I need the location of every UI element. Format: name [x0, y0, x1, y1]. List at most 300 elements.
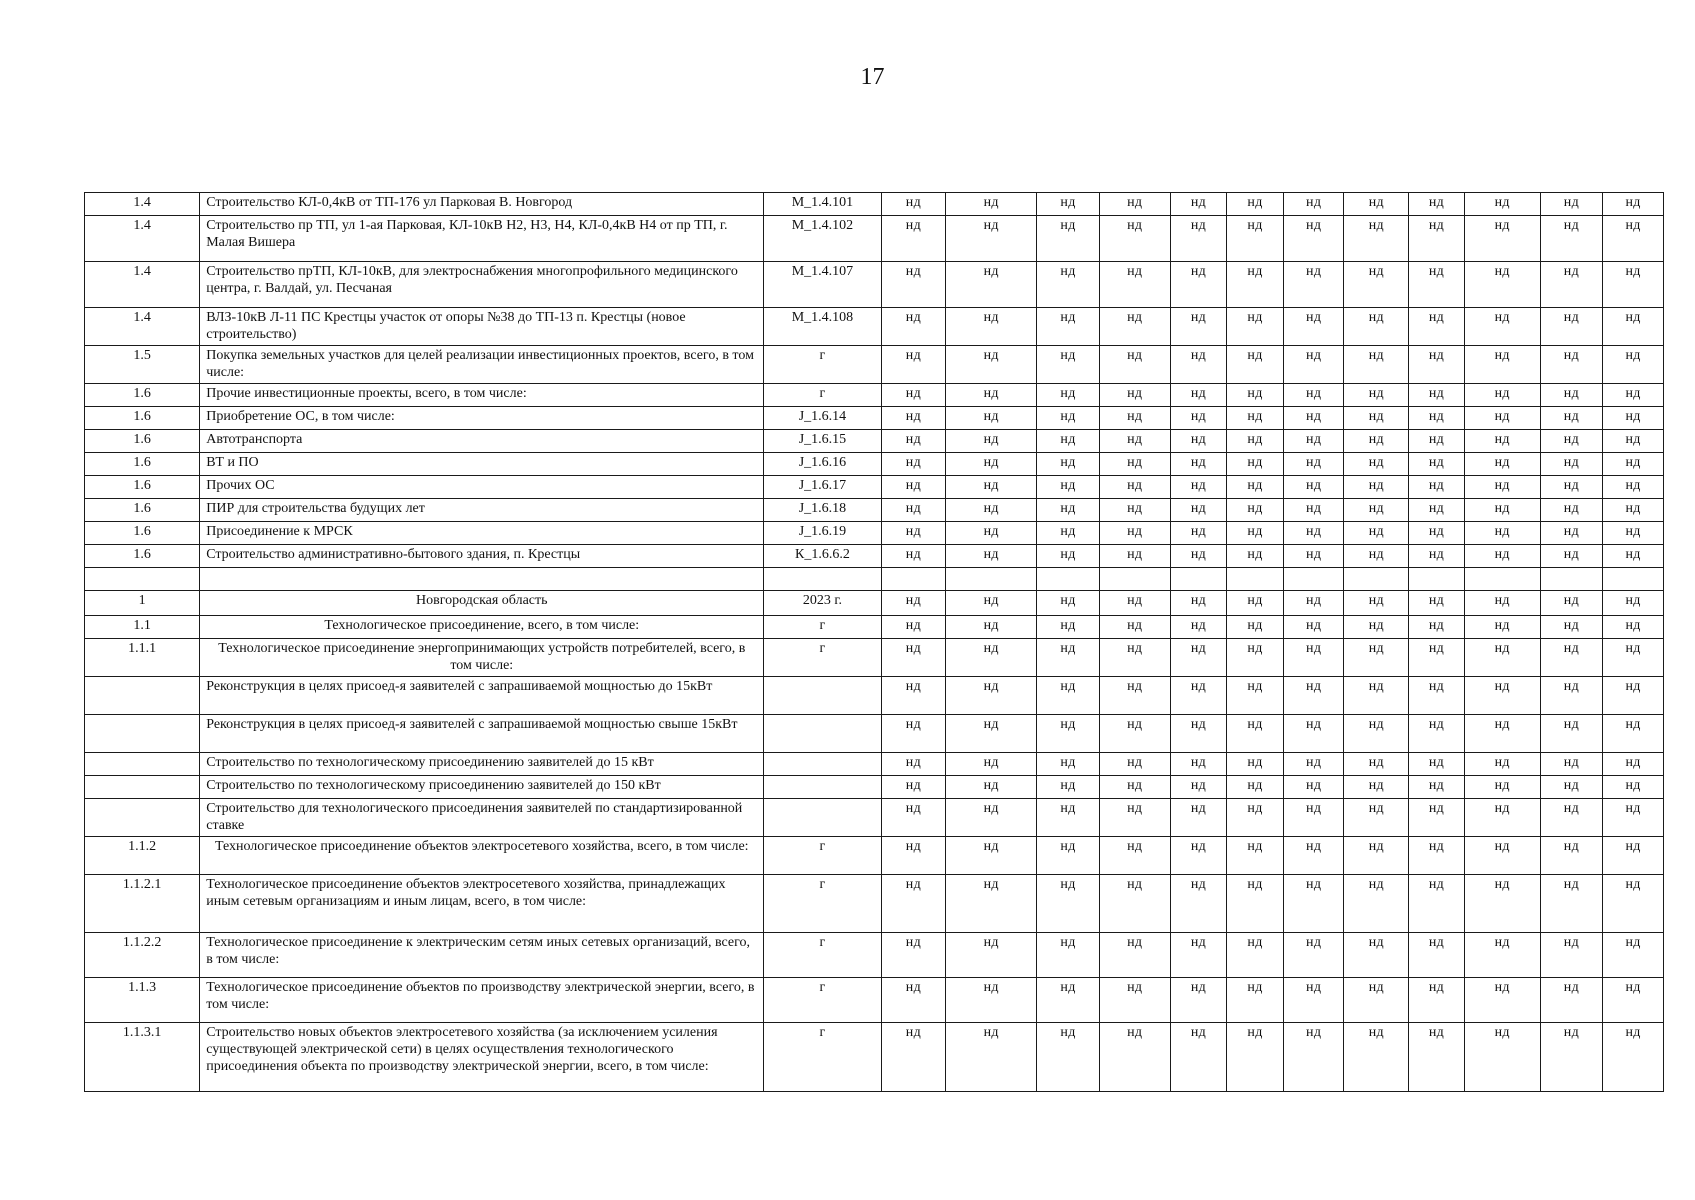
value-cell: нд — [1603, 407, 1664, 430]
value-cell: нд — [1344, 193, 1409, 216]
project-name: ВЛЗ-10кВ Л-11 ПС Крестцы участок от опоры №38 до ТП-13 п. Крестцы (новое строительство) — [200, 308, 764, 346]
value-cell: нд — [881, 776, 946, 799]
value-cell: нд — [1344, 1023, 1409, 1092]
value-cell: нд — [1283, 1023, 1344, 1092]
project-code: М_1.4.102 — [764, 216, 881, 262]
value-cell: нд — [1603, 639, 1664, 677]
value-cell: нд — [1603, 308, 1664, 346]
value-cell: нд — [1283, 715, 1344, 753]
value-cell: нд — [1464, 216, 1540, 262]
value-cell: нд — [1037, 776, 1100, 799]
value-cell: нд — [1037, 545, 1100, 568]
row-number — [85, 753, 200, 776]
value-cell: нд — [1099, 193, 1170, 216]
value-cell: нд — [1227, 639, 1284, 677]
value-cell: нд — [881, 453, 946, 476]
value-cell: нд — [1283, 407, 1344, 430]
value-cell: нд — [1409, 384, 1465, 407]
value-cell: нд — [1037, 216, 1100, 262]
value-cell: нд — [1170, 545, 1227, 568]
value-cell: нд — [1409, 545, 1465, 568]
value-cell: нд — [881, 262, 946, 308]
value-cell: нд — [1037, 591, 1100, 616]
value-cell: нд — [1170, 837, 1227, 875]
value-cell: нд — [1037, 308, 1100, 346]
value-cell: нд — [1283, 453, 1344, 476]
value-cell: нд — [1037, 384, 1100, 407]
value-cell: нд — [1344, 753, 1409, 776]
value-cell: нд — [946, 776, 1037, 799]
row-number: 1.6 — [85, 453, 200, 476]
value-cell: нд — [1409, 715, 1465, 753]
value-cell: нд — [946, 430, 1037, 453]
value-cell: нд — [1464, 715, 1540, 753]
value-cell: нд — [946, 476, 1037, 499]
project-code — [764, 568, 881, 591]
page-number: 17 — [860, 64, 885, 90]
value-cell: нд — [946, 346, 1037, 384]
value-cell: нд — [1099, 430, 1170, 453]
value-cell: нд — [881, 499, 946, 522]
value-cell: нд — [1344, 216, 1409, 262]
value-cell: нд — [1464, 776, 1540, 799]
value-cell: нд — [946, 715, 1037, 753]
value-cell: нд — [946, 216, 1037, 262]
value-cell: нд — [1409, 978, 1465, 1023]
project-code: J_1.6.14 — [764, 407, 881, 430]
value-cell: нд — [946, 799, 1037, 837]
value-cell: нд — [1464, 616, 1540, 639]
value-cell: нд — [881, 407, 946, 430]
value-cell: нд — [946, 384, 1037, 407]
value-cell: нд — [1283, 753, 1344, 776]
value-cell: нд — [881, 978, 946, 1023]
value-cell: нд — [1283, 476, 1344, 499]
value-cell: нд — [1227, 753, 1284, 776]
value-cell: нд — [1344, 407, 1409, 430]
value-cell: нд — [1603, 346, 1664, 384]
value-cell: нд — [1409, 430, 1465, 453]
value-cell: нд — [1409, 216, 1465, 262]
value-cell: нд — [1170, 776, 1227, 799]
table-row — [85, 591, 1664, 616]
value-cell: нд — [1409, 677, 1465, 715]
value-cell: нд — [1344, 639, 1409, 677]
value-cell: нд — [1464, 453, 1540, 476]
table-row — [85, 193, 1664, 216]
value-cell: нд — [1540, 384, 1603, 407]
value-cell: нд — [1283, 216, 1344, 262]
value-cell — [1227, 568, 1284, 591]
value-cell: нд — [1227, 384, 1284, 407]
value-cell: нд — [946, 522, 1037, 545]
project-name: Технологическое присоединение объектов по производству электрической энергии, всего, в том числе: — [200, 978, 764, 1023]
value-cell: нд — [1603, 753, 1664, 776]
value-cell: нд — [1409, 799, 1465, 837]
project-name: Технологическое присоединение, всего, в том числе: — [200, 616, 764, 639]
value-cell: нд — [1099, 837, 1170, 875]
value-cell: нд — [946, 407, 1037, 430]
value-cell: нд — [1099, 522, 1170, 545]
value-cell: нд — [1283, 430, 1344, 453]
value-cell: нд — [1344, 499, 1409, 522]
value-cell: нд — [1037, 677, 1100, 715]
value-cell: нд — [881, 753, 946, 776]
value-cell: нд — [1540, 453, 1603, 476]
value-cell: нд — [881, 799, 946, 837]
value-cell: нд — [1227, 499, 1284, 522]
value-cell: нд — [1344, 933, 1409, 978]
project-name: Строительство пр ТП, ул 1-ая Парковая, КЛ-10кВ Н2, Н3, Н4, КЛ-0,4кВ Н4 от пр ТП, г. Малая Вишера — [200, 216, 764, 262]
value-cell — [1037, 568, 1100, 591]
value-cell: нд — [1540, 262, 1603, 308]
value-cell: нд — [1170, 346, 1227, 384]
value-cell: нд — [1603, 545, 1664, 568]
value-cell: нд — [946, 753, 1037, 776]
project-name: Строительство по технологическому присоединению заявителей до 15 кВт — [200, 753, 764, 776]
value-cell: нд — [1540, 476, 1603, 499]
value-cell: нд — [1037, 715, 1100, 753]
project-code: J_1.6.18 — [764, 499, 881, 522]
value-cell: нд — [1344, 430, 1409, 453]
value-cell: нд — [946, 1023, 1037, 1092]
value-cell: нд — [1283, 193, 1344, 216]
value-cell: нд — [881, 346, 946, 384]
value-cell: нд — [881, 476, 946, 499]
value-cell: нд — [1170, 677, 1227, 715]
table-row — [85, 453, 1664, 476]
value-cell: нд — [1283, 933, 1344, 978]
value-cell: нд — [1227, 616, 1284, 639]
value-cell: нд — [1464, 193, 1540, 216]
value-cell: нд — [1099, 875, 1170, 933]
value-cell: нд — [1603, 1023, 1664, 1092]
project-code: J_1.6.15 — [764, 430, 881, 453]
value-cell: нд — [1227, 776, 1284, 799]
project-code: J_1.6.17 — [764, 476, 881, 499]
investment-table — [84, 192, 1664, 1092]
table-row — [85, 978, 1664, 1023]
value-cell: нд — [1540, 875, 1603, 933]
value-cell: нд — [1540, 677, 1603, 715]
value-cell: нд — [1170, 407, 1227, 430]
value-cell: нд — [881, 522, 946, 545]
value-cell: нд — [1170, 453, 1227, 476]
row-number: 1.6 — [85, 522, 200, 545]
value-cell: нд — [946, 616, 1037, 639]
value-cell: нд — [1464, 430, 1540, 453]
value-cell: нд — [1464, 837, 1540, 875]
value-cell: нд — [1540, 545, 1603, 568]
value-cell: нд — [881, 875, 946, 933]
project-code: г — [764, 616, 881, 639]
project-name: Новгородская область — [200, 591, 764, 616]
value-cell: нд — [1603, 715, 1664, 753]
value-cell: нд — [1540, 193, 1603, 216]
value-cell: нд — [1464, 591, 1540, 616]
value-cell: нд — [946, 591, 1037, 616]
value-cell: нд — [1603, 522, 1664, 545]
value-cell: нд — [1540, 216, 1603, 262]
value-cell: нд — [881, 616, 946, 639]
value-cell: нд — [1283, 384, 1344, 407]
value-cell: нд — [1283, 639, 1344, 677]
project-code: г — [764, 933, 881, 978]
table-row — [85, 545, 1664, 568]
value-cell: нд — [1540, 591, 1603, 616]
value-cell: нд — [1603, 453, 1664, 476]
row-number: 1.1.2.2 — [85, 933, 200, 978]
value-cell: нд — [1540, 430, 1603, 453]
project-name: Прочих ОС — [200, 476, 764, 499]
value-cell: нд — [1344, 262, 1409, 308]
table-row — [85, 639, 1664, 677]
value-cell — [1344, 568, 1409, 591]
value-cell: нд — [881, 677, 946, 715]
value-cell: нд — [1227, 799, 1284, 837]
value-cell: нд — [1464, 639, 1540, 677]
value-cell: нд — [1409, 522, 1465, 545]
value-cell: нд — [1170, 1023, 1227, 1092]
value-cell: нд — [1170, 499, 1227, 522]
table-row — [85, 216, 1664, 262]
value-cell: нд — [1170, 193, 1227, 216]
value-cell: нд — [1283, 522, 1344, 545]
value-cell: нд — [1099, 616, 1170, 639]
value-cell: нд — [1344, 715, 1409, 753]
value-cell: нд — [1344, 875, 1409, 933]
project-name: Строительство новых объектов электросетевого хозяйства (за исключением усиления существующей электрической сети) в целях осуществления технологического присоединения объекта по производству электрической энергии, всего, в том числе: — [200, 1023, 764, 1092]
value-cell: нд — [1170, 875, 1227, 933]
project-name: Строительство для технологического присоединения заявителей по стандартизированной ставке — [200, 799, 764, 837]
value-cell: нд — [1227, 407, 1284, 430]
value-cell: нд — [1227, 715, 1284, 753]
value-cell: нд — [1099, 639, 1170, 677]
value-cell — [1283, 568, 1344, 591]
value-cell: нд — [1409, 193, 1465, 216]
value-cell: нд — [1464, 499, 1540, 522]
table-row — [85, 308, 1664, 346]
value-cell: нд — [1099, 799, 1170, 837]
value-cell: нд — [1464, 978, 1540, 1023]
value-cell: нд — [1603, 262, 1664, 308]
value-cell: нд — [1603, 591, 1664, 616]
project-name: Технологическое присоединение к электрическим сетям иных сетевых организаций, всего, в том числе: — [200, 933, 764, 978]
value-cell: нд — [1409, 346, 1465, 384]
value-cell: нд — [946, 875, 1037, 933]
value-cell: нд — [1227, 875, 1284, 933]
value-cell: нд — [946, 499, 1037, 522]
row-number: 1.5 — [85, 346, 200, 384]
value-cell: нд — [1037, 837, 1100, 875]
value-cell: нд — [1227, 591, 1284, 616]
row-number — [85, 677, 200, 715]
value-cell: нд — [946, 837, 1037, 875]
value-cell: нд — [1283, 677, 1344, 715]
value-cell: нд — [1170, 978, 1227, 1023]
value-cell: нд — [1037, 978, 1100, 1023]
value-cell: нд — [1170, 591, 1227, 616]
value-cell: нд — [881, 1023, 946, 1092]
value-cell: нд — [881, 639, 946, 677]
value-cell: нд — [946, 453, 1037, 476]
table-row — [85, 875, 1664, 933]
row-number — [85, 799, 200, 837]
value-cell: нд — [1409, 875, 1465, 933]
project-name: Реконструкция в целях присоед-я заявителей с запрашиваемой мощностью свыше 15кВт — [200, 715, 764, 753]
value-cell: нд — [1099, 407, 1170, 430]
project-code: г — [764, 875, 881, 933]
value-cell: нд — [1603, 216, 1664, 262]
value-cell: нд — [1037, 639, 1100, 677]
value-cell: нд — [1464, 1023, 1540, 1092]
value-cell: нд — [1283, 776, 1344, 799]
value-cell: нд — [1344, 616, 1409, 639]
value-cell: нд — [1037, 1023, 1100, 1092]
value-cell: нд — [1099, 216, 1170, 262]
value-cell: нд — [1227, 837, 1284, 875]
row-number — [85, 568, 200, 591]
table-row — [85, 346, 1664, 384]
value-cell — [1170, 568, 1227, 591]
row-number: 1.6 — [85, 499, 200, 522]
value-cell: нд — [946, 193, 1037, 216]
value-cell: нд — [1170, 753, 1227, 776]
project-name: Технологическое присоединение объектов электросетевого хозяйства, принадлежащих иным сетевым организациям и иным лицам, всего, в том числе: — [200, 875, 764, 933]
value-cell: нд — [1037, 616, 1100, 639]
row-number — [85, 715, 200, 753]
row-number: 1.4 — [85, 216, 200, 262]
value-cell: нд — [1037, 262, 1100, 308]
value-cell: нд — [1227, 346, 1284, 384]
project-code: М_1.4.108 — [764, 308, 881, 346]
value-cell: нд — [1540, 639, 1603, 677]
value-cell: нд — [881, 193, 946, 216]
value-cell: нд — [1037, 476, 1100, 499]
value-cell: нд — [1409, 1023, 1465, 1092]
value-cell: нд — [946, 639, 1037, 677]
table-row — [85, 715, 1664, 753]
value-cell: нд — [1227, 476, 1284, 499]
value-cell: нд — [1409, 591, 1465, 616]
value-cell: нд — [1283, 616, 1344, 639]
project-code: г — [764, 978, 881, 1023]
table-row — [85, 837, 1664, 875]
value-cell: нд — [1409, 453, 1465, 476]
value-cell: нд — [1227, 1023, 1284, 1092]
row-number: 1.6 — [85, 476, 200, 499]
value-cell: нд — [1464, 476, 1540, 499]
value-cell: нд — [1344, 453, 1409, 476]
value-cell: нд — [1603, 776, 1664, 799]
value-cell: нд — [1603, 875, 1664, 933]
value-cell: нд — [1283, 799, 1344, 837]
project-code — [764, 799, 881, 837]
value-cell: нд — [1603, 499, 1664, 522]
value-cell: нд — [881, 837, 946, 875]
table-row — [85, 753, 1664, 776]
value-cell: нд — [1037, 346, 1100, 384]
project-name: ВТ и ПО — [200, 453, 764, 476]
value-cell: нд — [1540, 499, 1603, 522]
value-cell: нд — [1037, 430, 1100, 453]
value-cell: нд — [1540, 753, 1603, 776]
table-row — [85, 407, 1664, 430]
value-cell: нд — [1099, 1023, 1170, 1092]
value-cell: нд — [1464, 522, 1540, 545]
value-cell: нд — [1099, 499, 1170, 522]
project-name: Покупка земельных участков для целей реализации инвестиционных проектов, всего, в том числе: — [200, 346, 764, 384]
project-name: Прочие инвестиционные проекты, всего, в том числе: — [200, 384, 764, 407]
value-cell: нд — [1540, 308, 1603, 346]
value-cell: нд — [1464, 308, 1540, 346]
value-cell: нд — [946, 262, 1037, 308]
project-code: М_1.4.101 — [764, 193, 881, 216]
table-row — [85, 522, 1664, 545]
value-cell: нд — [1344, 545, 1409, 568]
row-number: 1.6 — [85, 384, 200, 407]
value-cell: нд — [1099, 776, 1170, 799]
value-cell: нд — [1603, 430, 1664, 453]
project-code: г — [764, 346, 881, 384]
value-cell: нд — [1540, 407, 1603, 430]
project-name: Строительство административно-бытового здания, п. Крестцы — [200, 545, 764, 568]
row-number: 1.4 — [85, 262, 200, 308]
value-cell: нд — [1603, 677, 1664, 715]
value-cell: нд — [1603, 384, 1664, 407]
value-cell: нд — [1227, 262, 1284, 308]
value-cell: нд — [1464, 799, 1540, 837]
value-cell: нд — [1464, 545, 1540, 568]
value-cell: нд — [1464, 933, 1540, 978]
value-cell — [1099, 568, 1170, 591]
value-cell: нд — [1283, 346, 1344, 384]
value-cell: нд — [881, 384, 946, 407]
project-code: г — [764, 384, 881, 407]
value-cell: нд — [1099, 677, 1170, 715]
value-cell: нд — [1170, 216, 1227, 262]
project-name: Строительство по технологическому присоединению заявителей до 150 кВт — [200, 776, 764, 799]
row-number: 1 — [85, 591, 200, 616]
row-number: 1.6 — [85, 407, 200, 430]
value-cell: нд — [1099, 753, 1170, 776]
value-cell: нд — [1099, 262, 1170, 308]
value-cell: нд — [1540, 1023, 1603, 1092]
value-cell: нд — [1464, 875, 1540, 933]
row-number: 1.1.1 — [85, 639, 200, 677]
value-cell: нд — [1037, 522, 1100, 545]
value-cell: нд — [1409, 499, 1465, 522]
value-cell: нд — [1037, 875, 1100, 933]
value-cell: нд — [1227, 677, 1284, 715]
value-cell: нд — [1099, 545, 1170, 568]
value-cell: нд — [1409, 616, 1465, 639]
value-cell: нд — [1170, 476, 1227, 499]
project-name — [200, 568, 764, 591]
value-cell: нд — [1464, 753, 1540, 776]
value-cell: нд — [1283, 262, 1344, 308]
value-cell: нд — [946, 978, 1037, 1023]
project-code: г — [764, 1023, 881, 1092]
value-cell: нд — [1344, 776, 1409, 799]
value-cell: нд — [881, 545, 946, 568]
value-cell: нд — [1603, 616, 1664, 639]
project-code: J_1.6.16 — [764, 453, 881, 476]
value-cell: нд — [1170, 639, 1227, 677]
value-cell: нд — [1227, 978, 1284, 1023]
project-code: 2023 г. — [764, 591, 881, 616]
value-cell: нд — [1409, 476, 1465, 499]
